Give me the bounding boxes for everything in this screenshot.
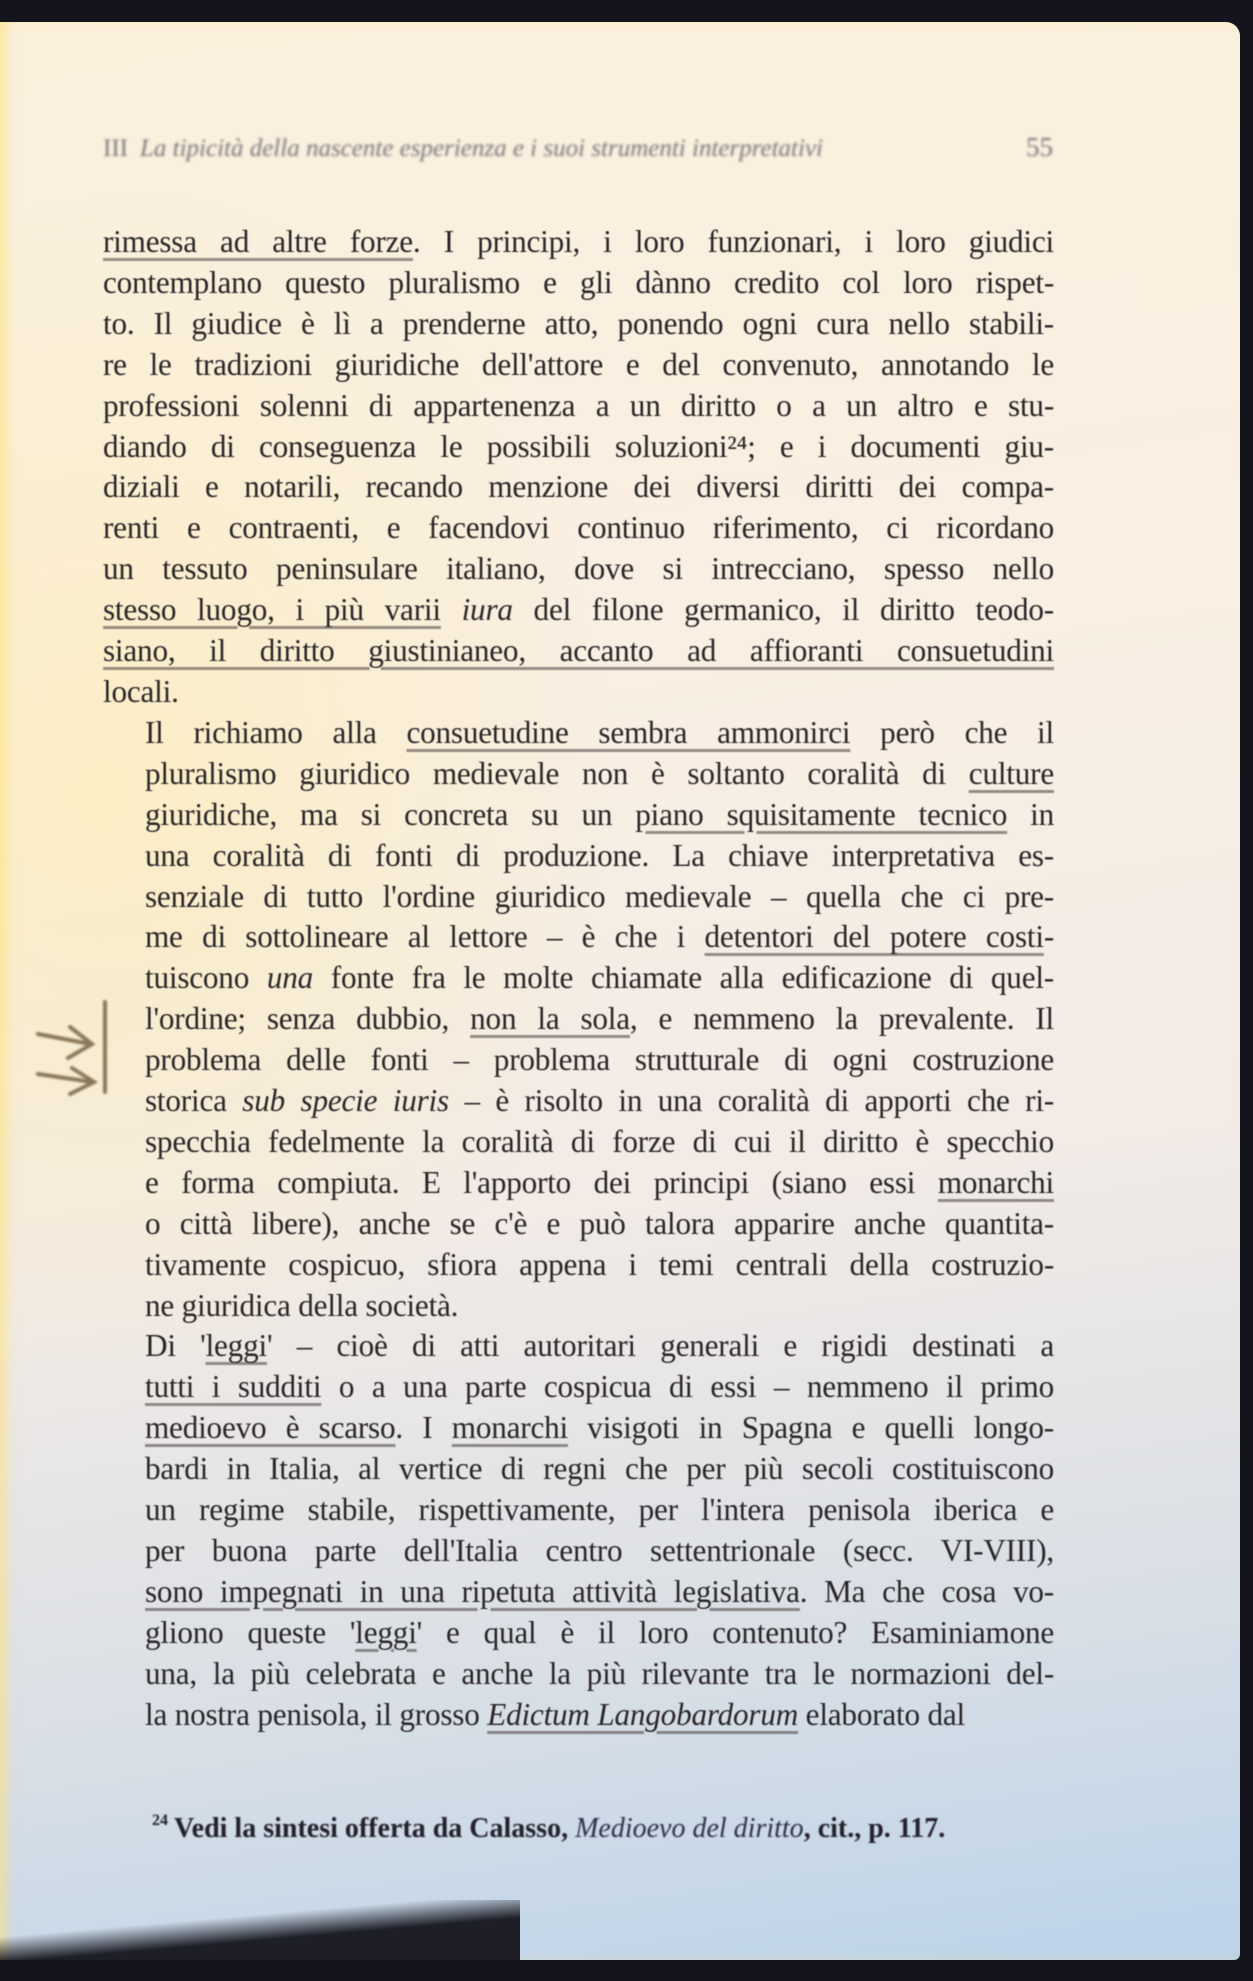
text-line: bardi in Italia, al vertice di regni che per più secoli costituiscono <box>145 1451 1054 1487</box>
text-line: storica sub specie iuris – è risolto in una coralità di apporti che ri- <box>145 1083 1054 1119</box>
running-head-title <box>103 135 823 163</box>
body-text <box>103 222 1054 1736</box>
text-line: tuiscono una fonte fra le molte chiamate alla edificazione di quel- <box>145 960 1054 996</box>
text-line: diando di conseguenza le possibili soluzioni²⁴; e i documenti giu- <box>103 428 1054 464</box>
text-line: l'ordine; senza dubbio, non la sola, e nemmeno la prevalente. Il <box>145 1001 1055 1037</box>
text-line: tutti i sudditi o a una parte cospicua di essi – nemmeno il primo <box>145 1369 1054 1405</box>
handwritten-arrow-icon <box>30 982 110 1102</box>
footnote-cited-title: Medioevo del diritto <box>575 1813 804 1844</box>
text-line: gliono queste 'leggi' e qual è il loro contenuto? Esaminiamone <box>145 1614 1055 1650</box>
footnote <box>152 1812 1052 1845</box>
text-line: un regime stabile, rispettivamente, per l'intera penisola iberica e <box>145 1492 1054 1528</box>
paragraph-2 <box>103 713 1054 1327</box>
text-line: professioni solenni di appartenenza a un diritto o a un altro e stu- <box>103 387 1054 423</box>
text-line: per buona parte dell'Italia centro settentrionale (secc. VI-VIII), <box>145 1533 1054 1568</box>
text-line: to. Il giudice è lì a prenderne atto, ponendo ogni cura nello stabili- <box>103 305 1054 341</box>
paragraph-1 <box>103 222 1054 713</box>
text-line: Il richiamo alla consuetudine sembra ammonirci però che il <box>145 714 1054 750</box>
text-line: e forma compiuta. E l'apporto dei principi (siano essi monarchi <box>145 1164 1054 1200</box>
running-head <box>103 132 1053 163</box>
text-line: stesso luogo, i più varii iura del filone germanico, il diritto teodo- <box>103 592 1054 628</box>
text-line: renti e contraenti, e facendovi continuo riferimento, ci ricordano <box>103 510 1054 546</box>
text-line: problema delle fonti – problema strutturale di ogni costruzione <box>145 1042 1054 1078</box>
text-line: tivamente cospicuo, sfiora appena i temi centrali della costruzio- <box>145 1246 1054 1282</box>
text-line: ne giuridica della società. <box>145 1287 459 1323</box>
text-line: me di sottolineare al lettore – è che i detentori del potere costi- <box>145 919 1054 955</box>
text-line: sono impegnati in una ripetuta attività legislativa. Ma che cosa vo- <box>145 1573 1054 1609</box>
text-line: pluralismo giuridico medievale non è soltanto coralità di culture <box>145 755 1054 791</box>
text-line: un tessuto peninsulare italiano, dove si intrecciano, spesso nello <box>103 551 1054 587</box>
text-line: siano, il diritto giustinianeo, accanto ad affioranti consuetudini <box>103 633 1054 669</box>
text-line: medioevo è scarso. I monarchi visigoti in Spagna e quelli longo- <box>145 1410 1054 1446</box>
paragraph-3 <box>103 1326 1054 1735</box>
footnote-text-after: , cit., p. 117. <box>803 1813 946 1844</box>
text-line: una, la più celebrata e anche la più rilevante tra le normazioni del- <box>145 1655 1054 1691</box>
text-line: giuridiche, ma si concreta su un piano squisitamente tecnico in <box>145 796 1054 832</box>
text-line: o città libere), anche se c'è e può talora apparire anche quantita- <box>145 1205 1054 1241</box>
book-page <box>0 22 1240 1960</box>
text-line: senziale di tutto l'ordine giuridico medievale – quella che ci pre- <box>145 878 1054 914</box>
text-line: Di 'leggi' – cioè di atti autoritari generali e rigidi destinati a <box>145 1328 1054 1364</box>
text-line: rimessa ad altre forze. I principi, i loro funzionari, i loro giudici <box>103 224 1054 259</box>
text-line: contemplano questo pluralismo e gli dànno credito col loro rispet- <box>103 264 1054 300</box>
chapter-title: La tipicità della nascente esperienza e i suoi strumenti interpretativi <box>139 135 823 162</box>
text-line: specchia fedelmente la coralità di forze di cui il diritto è specchio <box>145 1123 1054 1159</box>
text-line: diziali e notarili, recando menzione dei diversi diritti dei compa- <box>103 469 1054 505</box>
text-line: locali. <box>103 673 179 709</box>
page-number: 55 <box>1026 132 1053 162</box>
chapter-number: III <box>103 135 128 162</box>
text-line: una coralità di fonti di produzione. La chiave interpretativa es- <box>145 837 1054 873</box>
footnote-text-before: Vedi la sintesi offerta da Calasso, <box>174 1813 576 1844</box>
text-line: re le tradizioni giuridiche dell'attore e del convenuto, annotando le <box>103 346 1054 382</box>
footnote-number: 24 <box>152 1812 168 1829</box>
text-line: la nostra penisola, il grosso Edictum Langobardorum elaborato dal <box>145 1696 965 1732</box>
